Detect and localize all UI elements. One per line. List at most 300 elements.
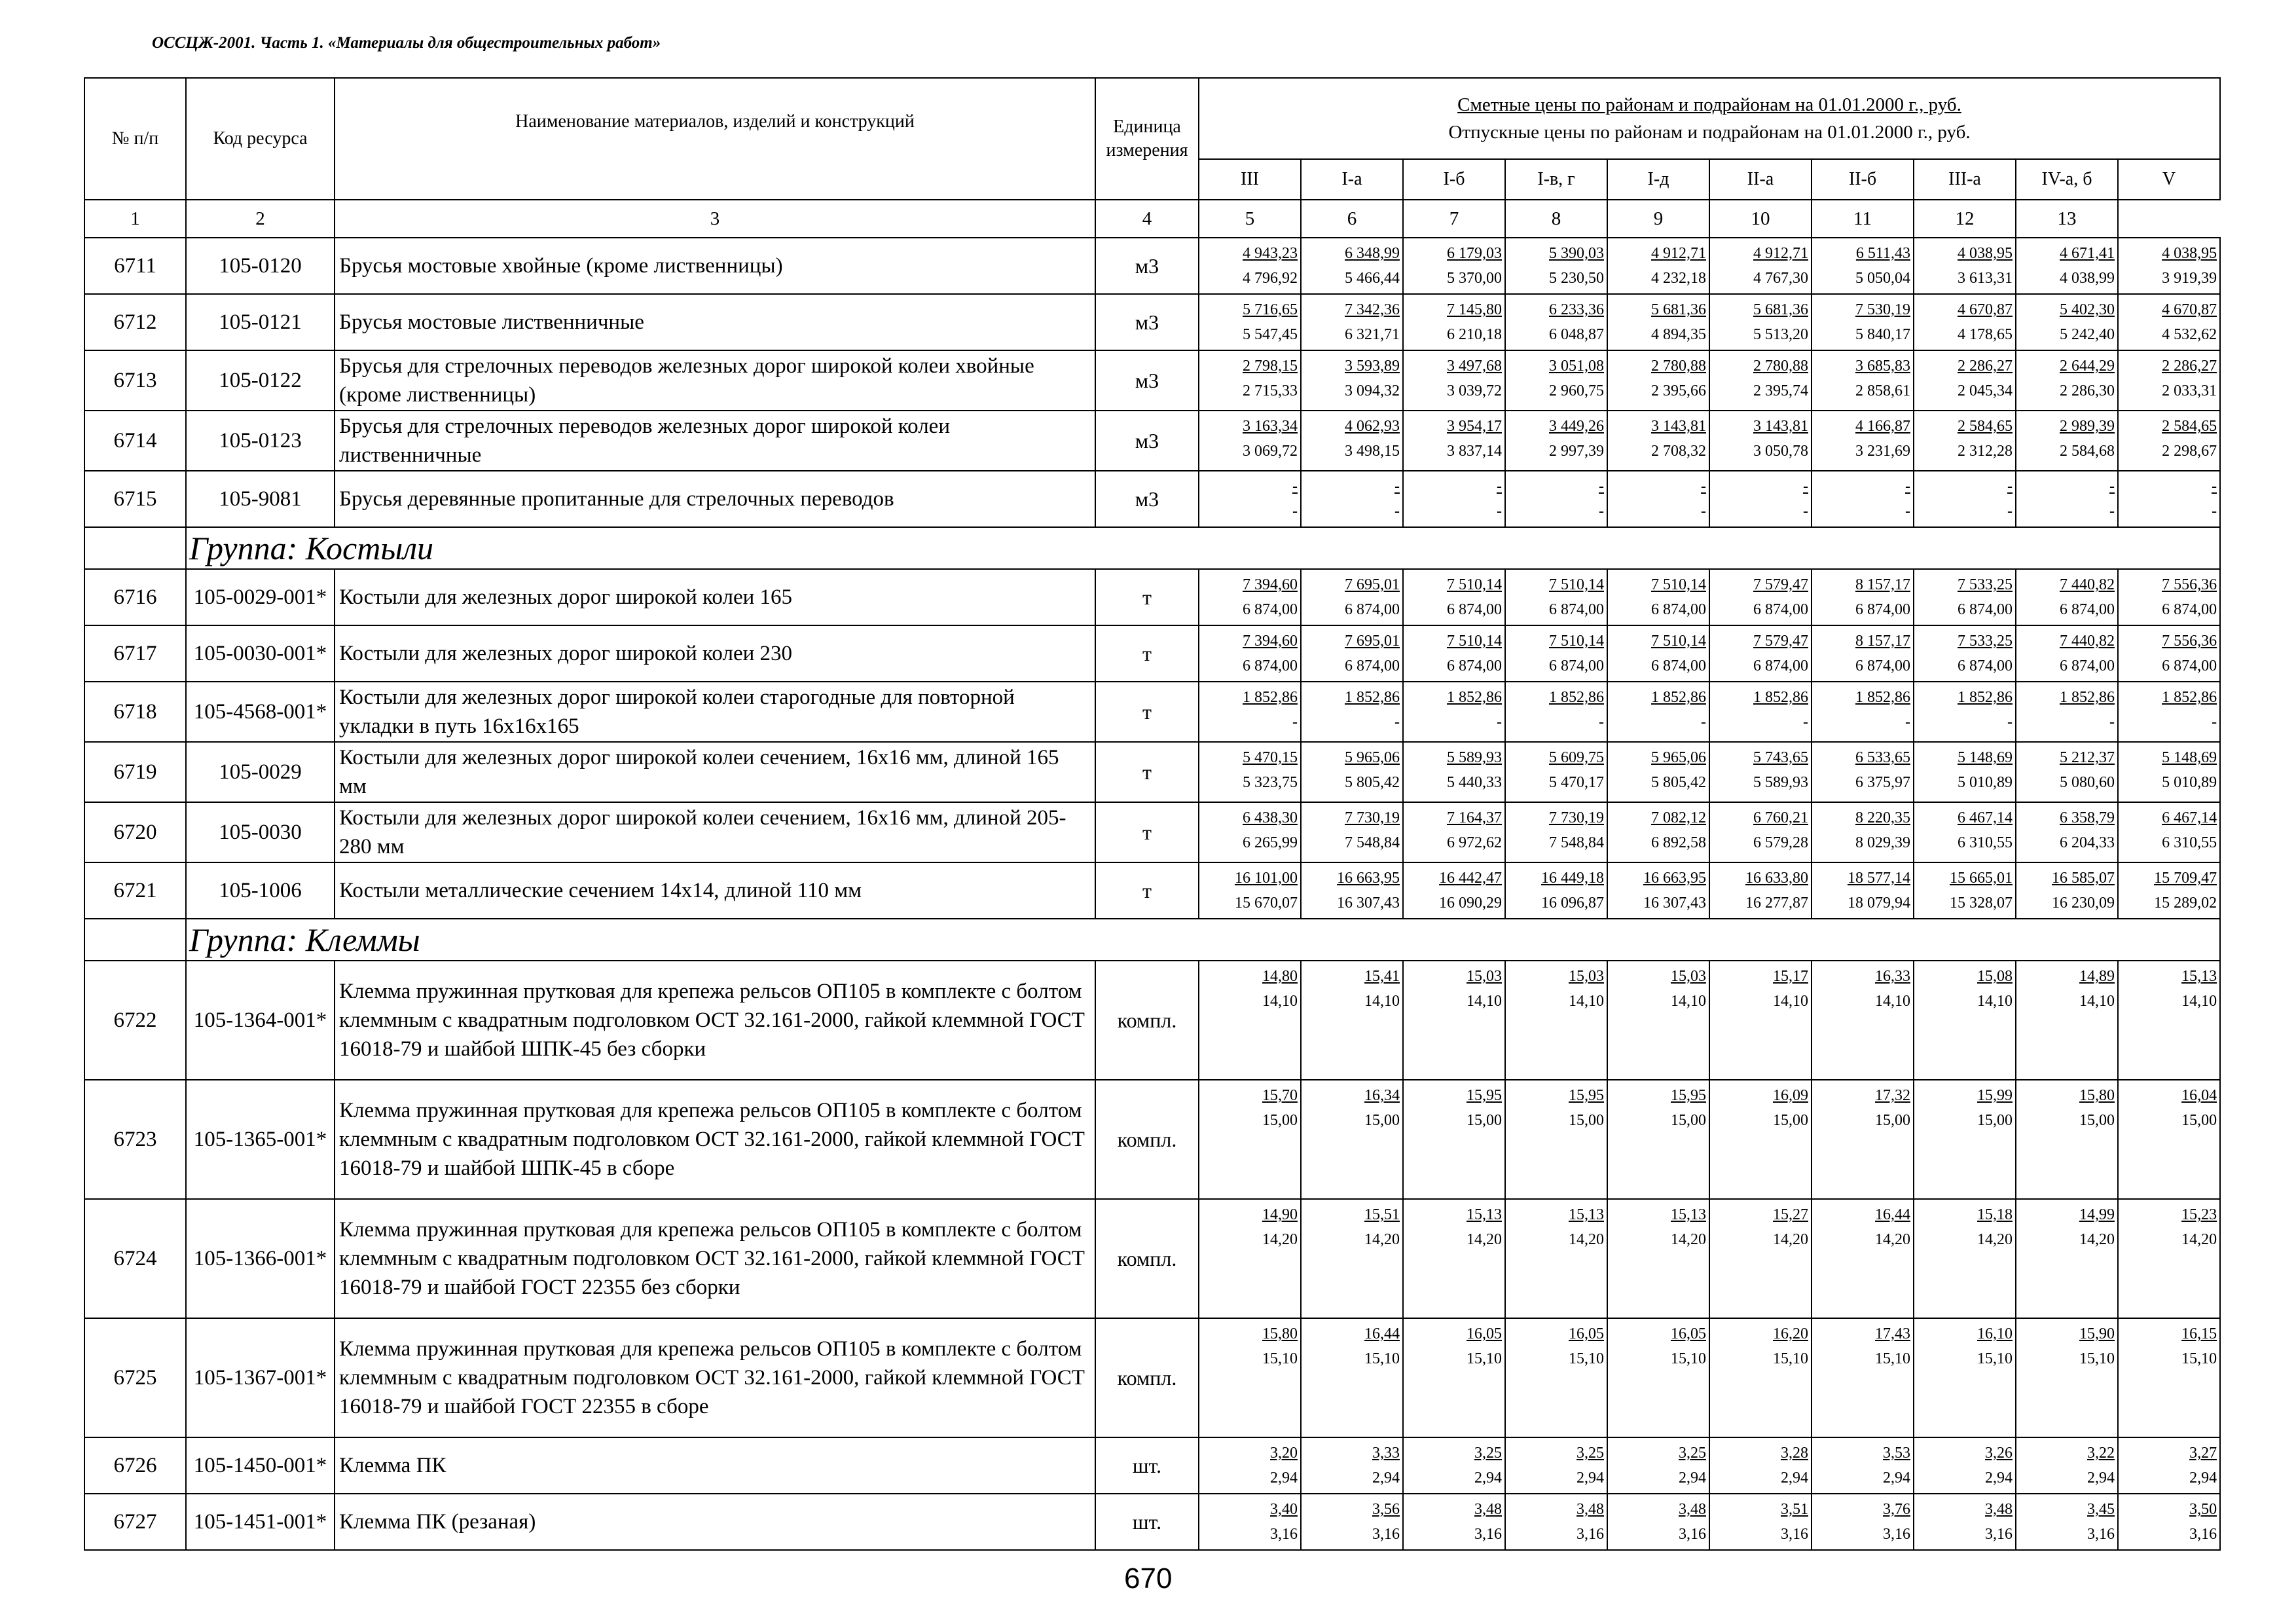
release-price: 3,16 <box>1883 1526 1910 1543</box>
price-cell <box>2118 1494 2220 1550</box>
estimated-price: 3,28 <box>1781 1445 1808 1462</box>
release-price: 15,10 <box>1467 1350 1502 1367</box>
price-cell <box>1812 1494 1914 1550</box>
price-cell <box>2118 742 2220 802</box>
price-cell <box>1199 1080 1301 1199</box>
resource-code: 105-0123 <box>186 411 335 471</box>
region-header: I-б <box>1403 159 1505 200</box>
price-cell <box>2118 238 2220 294</box>
resource-code: 105-1367-001* <box>186 1318 335 1437</box>
release-price: 5 242,40 <box>2060 326 2115 343</box>
estimated-price: 15,27 <box>1773 1206 1808 1223</box>
head-code: Код ресурса <box>186 78 335 200</box>
price-cell <box>1301 1080 1403 1199</box>
estimated-price: 6 533,65 <box>1855 749 1910 766</box>
release-price: 4 894,35 <box>1651 326 1706 343</box>
region-header: III-а <box>1914 159 2016 200</box>
estimated-price: 7 510,14 <box>1651 576 1706 593</box>
material-name: Костыли для железных дорог широкой колеи старогодные для повторной укладки в путь 16х16х165 <box>335 682 1095 742</box>
unit-of-measure: т <box>1095 862 1199 919</box>
column-number: 7 <box>1403 200 1505 238</box>
resource-code: 105-0122 <box>186 350 335 411</box>
estimated-price: 5 390,03 <box>1549 245 1604 262</box>
release-price: 15,10 <box>1671 1350 1706 1367</box>
estimated-price: 16,09 <box>1773 1087 1808 1104</box>
estimated-price: 16,05 <box>1467 1325 1502 1342</box>
estimated-price: 4 671,41 <box>2060 245 2115 262</box>
release-price: 6 874,00 <box>2060 601 2115 618</box>
estimated-price: 7 440,82 <box>2060 633 2115 650</box>
release-price: - <box>2109 503 2115 520</box>
material-name: Клемма пружинная прутковая для крепежа рельсов ОП105 в комплекте с болтом клеммным с квадратным подголовком ОСТ 32.161-2000, гайкой клеммной ГОСТ 16018-79 и шайбой ШПК-45 без сборки <box>335 961 1095 1080</box>
price-cell <box>1709 569 1812 625</box>
price-cell <box>1812 471 1914 527</box>
release-price: 15 289,02 <box>2154 895 2217 912</box>
release-price: 2,94 <box>1576 1469 1604 1486</box>
estimated-price: 16 585,07 <box>2052 870 2115 887</box>
release-price: 5 805,42 <box>1651 774 1706 791</box>
estimated-price: 3,25 <box>1474 1445 1502 1462</box>
release-price: 15,10 <box>1262 1350 1298 1367</box>
release-price: 3 050,78 <box>1753 443 1808 460</box>
release-price: 5 805,42 <box>1345 774 1400 791</box>
estimated-price: 16,15 <box>2181 1325 2217 1342</box>
estimated-price: 15,13 <box>1467 1206 1502 1223</box>
release-price: 5 050,04 <box>1855 270 1910 287</box>
release-price: 6 874,00 <box>2162 601 2217 618</box>
table-row <box>84 862 2220 919</box>
price-cell <box>2118 682 2220 742</box>
price-cell <box>1301 802 1403 862</box>
release-price: 3 231,69 <box>1855 443 1910 460</box>
price-cell <box>1301 1494 1403 1550</box>
release-price: 6 579,28 <box>1753 834 1808 851</box>
release-price: - <box>2007 714 2013 731</box>
estimated-price: 3,48 <box>1474 1501 1502 1518</box>
release-price: 16 096,87 <box>1541 895 1604 912</box>
price-cell <box>1607 350 1709 411</box>
price-cell <box>1505 802 1607 862</box>
release-price: 4 038,99 <box>2060 270 2115 287</box>
price-cell <box>1709 1080 1812 1199</box>
release-price: 7 548,84 <box>1549 834 1604 851</box>
release-price: - <box>1803 503 1808 520</box>
estimated-price: 15,03 <box>1467 968 1502 985</box>
release-price: 6 874,00 <box>1243 601 1298 618</box>
price-cell <box>2016 742 2118 802</box>
group-spacer <box>84 919 186 961</box>
release-price: - <box>1701 714 1706 731</box>
estimated-price: 15,70 <box>1262 1087 1298 1104</box>
unit-of-measure: компл. <box>1095 961 1199 1080</box>
estimated-price: 7 164,37 <box>1447 809 1502 826</box>
release-price: 15,00 <box>1671 1112 1706 1129</box>
estimated-price: 3,76 <box>1883 1501 1910 1518</box>
estimated-price: 17,32 <box>1875 1087 1910 1104</box>
release-price: 6 874,00 <box>1753 657 1808 674</box>
column-number: 13 <box>2016 200 2118 238</box>
resource-code: 105-9081 <box>186 471 335 527</box>
release-price: 5 840,17 <box>1855 326 1910 343</box>
release-price: 14,10 <box>1773 993 1808 1010</box>
release-price: 16 090,29 <box>1439 895 1502 912</box>
material-name: Брусья мостовые лиственничные <box>335 294 1095 350</box>
estimated-price: 8 220,35 <box>1855 809 1910 826</box>
estimated-price: 4 670,87 <box>2162 301 2217 318</box>
estimated-price: 15,08 <box>1977 968 2013 985</box>
estimated-price: 4 912,71 <box>1651 245 1706 262</box>
release-price: - <box>1905 714 1910 731</box>
release-price: 3,16 <box>1781 1526 1808 1543</box>
estimated-price: 7 394,60 <box>1243 633 1298 650</box>
estimated-price: 3,53 <box>1883 1445 1910 1462</box>
unit-of-measure: м3 <box>1095 411 1199 471</box>
price-cell <box>2016 569 2118 625</box>
table-row <box>84 471 2220 527</box>
release-price: 3,16 <box>1985 1526 2013 1543</box>
release-price: 15,10 <box>1977 1350 2013 1367</box>
release-price: - <box>2109 714 2115 731</box>
price-cell <box>1505 1318 1607 1437</box>
price-cell <box>1914 742 2016 802</box>
estimated-price: 7 510,14 <box>1549 633 1604 650</box>
release-price: 2,94 <box>1270 1469 1298 1486</box>
release-price: 6 874,00 <box>1855 601 1910 618</box>
release-price: 3 094,32 <box>1345 382 1400 399</box>
price-cell <box>1199 742 1301 802</box>
price-cell <box>1607 802 1709 862</box>
release-price: 15,00 <box>1977 1112 2013 1129</box>
price-cell <box>1505 238 1607 294</box>
estimated-price: 5 965,06 <box>1651 749 1706 766</box>
estimated-price: - <box>2109 478 2115 495</box>
estimated-price: 3,33 <box>1372 1445 1400 1462</box>
release-price: 18 079,94 <box>1848 895 1910 912</box>
estimated-price: 17,43 <box>1875 1325 1910 1342</box>
estimated-price: 15,90 <box>2079 1325 2115 1342</box>
unit-of-measure: м3 <box>1095 238 1199 294</box>
price-cell <box>1199 802 1301 862</box>
estimated-price: 14,99 <box>2079 1206 2115 1223</box>
release-price: 2 298,67 <box>2162 443 2217 460</box>
row-number: 6723 <box>84 1080 186 1199</box>
head-price-line1: Сметные цены по районам и подрайонам на 01.01.2000 г., руб. <box>1457 94 1961 115</box>
release-price: 5 589,93 <box>1753 774 1808 791</box>
estimated-price: 16 101,00 <box>1235 870 1298 887</box>
price-cell <box>1607 1080 1709 1199</box>
release-price: 15,10 <box>1773 1350 1808 1367</box>
price-cell <box>1403 625 1505 682</box>
price-cell <box>1607 1318 1709 1437</box>
price-cell <box>2016 961 2118 1080</box>
unit-of-measure: шт. <box>1095 1494 1199 1550</box>
estimated-price: 7 730,19 <box>1549 809 1604 826</box>
estimated-price: 16,44 <box>1364 1325 1400 1342</box>
price-cell <box>1301 569 1403 625</box>
price-cell <box>2016 471 2118 527</box>
estimated-price: 3 163,34 <box>1243 418 1298 435</box>
release-price: 2,94 <box>2087 1469 2115 1486</box>
price-cell <box>1607 862 1709 919</box>
material-name: Костыли для железных дорог широкой колеи сечением, 16х16 мм, длиной 165 мм <box>335 742 1095 802</box>
price-cell <box>1403 1437 1505 1494</box>
release-price: 3 919,39 <box>2162 270 2217 287</box>
release-price: - <box>1394 714 1400 731</box>
price-cell <box>1709 1494 1812 1550</box>
price-cell <box>1607 625 1709 682</box>
estimated-price: 3,51 <box>1781 1501 1808 1518</box>
release-price: 6 874,00 <box>1549 657 1604 674</box>
price-cell <box>1607 1494 1709 1550</box>
price-cell <box>1505 471 1607 527</box>
release-price: - <box>1905 503 1910 520</box>
estimated-price: - <box>1701 478 1706 495</box>
estimated-price: 15,51 <box>1364 1206 1400 1223</box>
release-price: 16 307,43 <box>1643 895 1706 912</box>
column-number: 9 <box>1607 200 1709 238</box>
release-price: 6 204,33 <box>2060 834 2115 851</box>
estimated-price: 6 438,30 <box>1243 809 1298 826</box>
price-cell <box>1301 1437 1403 1494</box>
row-number: 6726 <box>84 1437 186 1494</box>
release-price: - <box>1599 503 1604 520</box>
price-cell <box>1812 1080 1914 1199</box>
table-row <box>84 1199 2220 1318</box>
estimated-price: 3,48 <box>1576 1501 1604 1518</box>
table-row <box>84 1494 2220 1550</box>
resource-code: 105-1451-001* <box>186 1494 335 1550</box>
release-price: 14,10 <box>1977 993 2013 1010</box>
price-cell <box>1812 1437 1914 1494</box>
price-cell <box>1812 802 1914 862</box>
release-price: 2 045,34 <box>1958 382 2013 399</box>
price-cell <box>1199 569 1301 625</box>
estimated-price: 3 593,89 <box>1345 358 1400 375</box>
price-cell <box>1403 742 1505 802</box>
column-number: 10 <box>1709 200 1812 238</box>
estimated-price: 7 695,01 <box>1345 576 1400 593</box>
release-price: 5 370,00 <box>1447 270 1502 287</box>
column-number: 6 <box>1301 200 1403 238</box>
estimated-price: 15,41 <box>1364 968 1400 985</box>
region-header: II-б <box>1812 159 1914 200</box>
price-cell <box>2016 625 2118 682</box>
estimated-price: 15,80 <box>1262 1325 1298 1342</box>
estimated-price: 4 670,87 <box>1958 301 2013 318</box>
unit-of-measure: компл. <box>1095 1318 1199 1437</box>
region-header: I-в, г <box>1505 159 1607 200</box>
release-price: 14,20 <box>1467 1231 1502 1248</box>
estimated-price: 16,33 <box>1875 968 1910 985</box>
price-cell <box>1403 961 1505 1080</box>
price-cell <box>1301 471 1403 527</box>
release-price: 14,20 <box>1364 1231 1400 1248</box>
price-cell <box>1403 1080 1505 1199</box>
release-price: 14,10 <box>1671 993 1706 1010</box>
estimated-price: 3 143,81 <box>1651 418 1706 435</box>
release-price: 5 080,60 <box>2060 774 2115 791</box>
price-cell <box>1505 625 1607 682</box>
release-price: 6 321,71 <box>1345 326 1400 343</box>
estimated-price: 3 497,68 <box>1447 358 1502 375</box>
release-price: 6 874,00 <box>1651 657 1706 674</box>
release-price: 6 874,00 <box>1447 601 1502 618</box>
material-name: Костыли для железных дорог широкой колеи 165 <box>335 569 1095 625</box>
unit-of-measure: т <box>1095 625 1199 682</box>
head-name: Наименование материалов, изделий и конструкций <box>335 78 1095 200</box>
row-number: 6714 <box>84 411 186 471</box>
price-cell <box>1709 238 1812 294</box>
estimated-price: 14,90 <box>1262 1206 1298 1223</box>
release-price: 3,16 <box>2189 1526 2217 1543</box>
estimated-price: 16 663,95 <box>1643 870 1706 887</box>
estimated-price: 15,99 <box>1977 1087 2013 1104</box>
release-price: 14,10 <box>2079 993 2115 1010</box>
estimated-price: 6 467,14 <box>2162 809 2217 826</box>
release-price: 14,10 <box>2181 993 2217 1010</box>
price-cell <box>1914 961 2016 1080</box>
estimated-price: 2 798,15 <box>1243 358 1298 375</box>
estimated-price: 6 358,79 <box>2060 809 2115 826</box>
resource-code: 105-4568-001* <box>186 682 335 742</box>
column-number: 11 <box>1812 200 1914 238</box>
release-price: 14,10 <box>1364 993 1400 1010</box>
price-cell <box>1709 350 1812 411</box>
table-row <box>84 350 2220 411</box>
price-cell <box>1607 682 1709 742</box>
price-cell <box>1301 682 1403 742</box>
release-price: 6 874,00 <box>2162 657 2217 674</box>
estimated-price: 1 852,86 <box>1753 689 1808 706</box>
price-cell <box>2016 350 2118 411</box>
price-cell <box>1607 742 1709 802</box>
release-price: 15,00 <box>1467 1112 1502 1129</box>
price-cell <box>1199 1494 1301 1550</box>
release-price: 5 010,89 <box>1958 774 2013 791</box>
release-price: 4 796,92 <box>1243 270 1298 287</box>
release-price: 15,00 <box>2181 1112 2217 1129</box>
estimated-price: 6 348,99 <box>1345 245 1400 262</box>
release-price: 5 466,44 <box>1345 270 1400 287</box>
estimated-price: 7 530,19 <box>1855 301 1910 318</box>
price-cell <box>2016 1494 2118 1550</box>
resource-code: 105-1366-001* <box>186 1199 335 1318</box>
price-cell <box>1199 961 1301 1080</box>
price-cell <box>1505 1080 1607 1199</box>
estimated-price: 2 644,29 <box>2060 358 2115 375</box>
release-price: 14,20 <box>1875 1231 1910 1248</box>
estimated-price: 5 681,36 <box>1651 301 1706 318</box>
price-cell <box>1607 238 1709 294</box>
estimated-price: 16,20 <box>1773 1325 1808 1342</box>
estimated-price: 7 145,80 <box>1447 301 1502 318</box>
release-price: - <box>1497 503 1502 520</box>
estimated-price: 2 989,39 <box>2060 418 2115 435</box>
release-price: 15,00 <box>1875 1112 1910 1129</box>
release-price: 14,20 <box>1569 1231 1604 1248</box>
estimated-price: 7 579,47 <box>1753 576 1808 593</box>
estimated-price: - <box>1292 478 1298 495</box>
price-cell <box>1812 1318 1914 1437</box>
estimated-price: 5 589,93 <box>1447 749 1502 766</box>
row-number: 6711 <box>84 238 186 294</box>
row-number: 6720 <box>84 802 186 862</box>
estimated-price: 6 760,21 <box>1753 809 1808 826</box>
price-cell <box>1403 569 1505 625</box>
price-cell <box>1812 1199 1914 1318</box>
estimated-price: 4 038,95 <box>2162 245 2217 262</box>
resource-code: 105-1365-001* <box>186 1080 335 1199</box>
estimated-price: 1 852,86 <box>1447 689 1502 706</box>
region-header: II-а <box>1709 159 1812 200</box>
release-price: 6 265,99 <box>1243 834 1298 851</box>
price-cell <box>1607 1199 1709 1318</box>
release-price: 14,10 <box>1569 993 1604 1010</box>
row-number: 6727 <box>84 1494 186 1550</box>
release-price: 3 837,14 <box>1447 443 1502 460</box>
price-cell <box>2016 1437 2118 1494</box>
estimated-price: 1 852,86 <box>1651 689 1706 706</box>
estimated-price: 5 148,69 <box>1958 749 2013 766</box>
estimated-price: 7 394,60 <box>1243 576 1298 593</box>
estimated-price: 5 148,69 <box>2162 749 2217 766</box>
release-price: 2 395,66 <box>1651 382 1706 399</box>
price-cell <box>1505 569 1607 625</box>
resource-code: 105-1006 <box>186 862 335 919</box>
estimated-price: 2 584,65 <box>1958 418 2013 435</box>
release-price: 4 767,30 <box>1753 270 1808 287</box>
release-price: 2,94 <box>1985 1469 2013 1486</box>
estimated-price: 14,80 <box>1262 968 1298 985</box>
price-cell <box>1301 961 1403 1080</box>
release-price: 6 375,97 <box>1855 774 1910 791</box>
price-cell <box>1812 961 1914 1080</box>
price-cell <box>1709 802 1812 862</box>
estimated-price: - <box>1394 478 1400 495</box>
estimated-price: 6 511,43 <box>1855 245 1910 262</box>
release-price: 6 972,62 <box>1447 834 1502 851</box>
price-cell <box>2118 1199 2220 1318</box>
price-cell <box>2016 802 2118 862</box>
material-name: Костыли для железных дорог широкой колеи 230 <box>335 625 1095 682</box>
release-price: 5 010,89 <box>2162 774 2217 791</box>
price-cell <box>2118 411 2220 471</box>
release-price: 2,94 <box>2189 1469 2217 1486</box>
price-cell <box>1505 294 1607 350</box>
release-price: 2,94 <box>1883 1469 1910 1486</box>
price-cell <box>1914 350 2016 411</box>
region-header: III <box>1199 159 1301 200</box>
estimated-price: 1 852,86 <box>1549 689 1604 706</box>
price-cell <box>1709 682 1812 742</box>
estimated-price: 3,48 <box>1679 1501 1706 1518</box>
resource-code: 105-0030-001* <box>186 625 335 682</box>
material-name: Костыли металлические сечением 14х14, длиной 110 мм <box>335 862 1095 919</box>
price-cell <box>1505 350 1607 411</box>
price-cell <box>1914 682 2016 742</box>
release-price: 14,20 <box>1262 1231 1298 1248</box>
unit-of-measure: т <box>1095 682 1199 742</box>
release-price: 6 874,00 <box>1855 657 1910 674</box>
release-price: 2 997,39 <box>1549 443 1604 460</box>
release-price: 15,00 <box>1262 1112 1298 1129</box>
page-number: 670 <box>1124 1562 1173 1595</box>
table-row <box>84 802 2220 862</box>
price-cell <box>2118 1080 2220 1199</box>
estimated-price: 7 556,36 <box>2162 576 2217 593</box>
estimated-price: 3,25 <box>1576 1445 1604 1462</box>
price-cell <box>1607 471 1709 527</box>
